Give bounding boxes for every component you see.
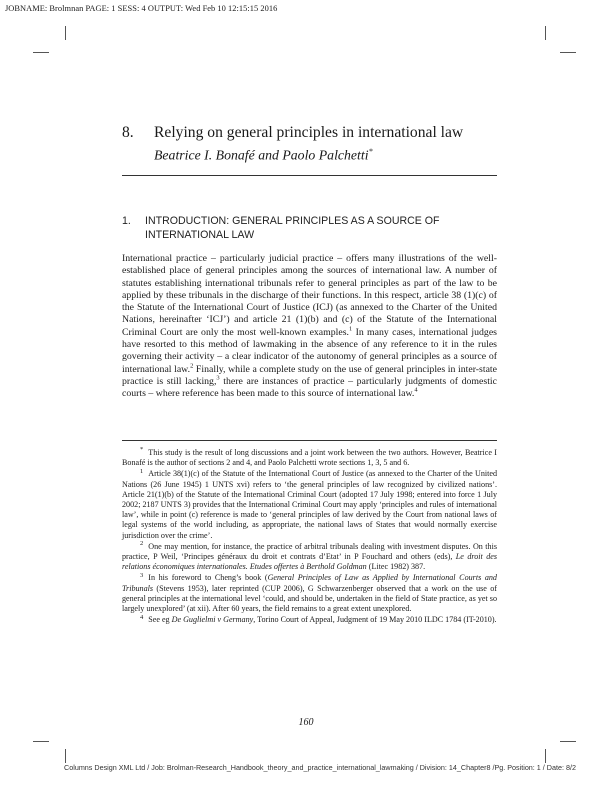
- footnote-ref-2[interactable]: 2: [190, 362, 194, 370]
- chapter-authors: [154, 147, 514, 164]
- body-sentence-4: there are instances of practice – particularly judgments of domestic courts – where reference has been made to this source of international law.: [122, 375, 497, 400]
- author-note-mark: *: [368, 147, 373, 156]
- page-number: 160: [298, 717, 314, 728]
- footnote-rule: [122, 440, 497, 441]
- crop-mark-bottom-left: [65, 749, 66, 763]
- crop-mark-bottom-right-h: [560, 741, 576, 742]
- footnote-ref-3[interactable]: 3: [216, 374, 220, 382]
- job-footer-text: Columns Design XML Ltd / Job: Brolman-Research_Handbook_theory_and_practice_international_lawmaking / Division: 14_Chapter8 /Pg. Position: 1 / Date: 8/2: [64, 763, 576, 772]
- chapter-title: [122, 124, 542, 142]
- job-footer: [40, 763, 600, 773]
- crop-mark-bottom-right: [545, 749, 546, 763]
- body-sentence-3: Finally, while a complete study on the use of general principles in inter-state practice is still lacking,: [122, 363, 498, 387]
- body-paragraph: [122, 253, 497, 401]
- footnotes: [122, 448, 497, 626]
- section-heading: [122, 214, 502, 242]
- chapter-title-text: Relying on general principles in international law: [154, 124, 464, 141]
- footnote-ref-1[interactable]: 1: [349, 325, 353, 333]
- footnote-star: * This study is the result of long discussions and a joint work between the two authors. However, Beatrice I Bonafé is the author of sections 2 and 4, and Paolo Palchetti wrote sections 1, 3, 5 and 6.: [122, 446, 497, 468]
- job-header: JOBNAME: Brolmnan PAGE: 1 SESS: 4 OUTPUT: Wed Feb 10 12:15:15 2016: [5, 4, 278, 13]
- footnote-3: $^3$ In his foreword to Cheng’s book (General Principles of Law as Applied by International Courts and Tribunals (Stevens 1953), later reprinted (CUP 2006), G Schwarzenberger observed that a work on the use of general principles at the international level ‘could, and should be, undertaken in the field of State practice, as yet so largely unexplored’ (at xii). After 60 years, the field remains to a great extent unexplored.: [122, 571, 497, 614]
- crop-mark-top-right: [545, 26, 546, 40]
- crop-mark-top-right-h: [560, 52, 576, 53]
- crop-mark-top-left-h: [33, 52, 49, 53]
- footnote-2: $^2$ One may mention, for instance, the practice of arbitral tribunals dealing with investment disputes. On this practice, P Weil, ‘Principes généraux du droit et contrats d’Etat’ in P Fouchard and others (eds), Le droit des relations économiques internationales. Etudes offertes à Berthold Goldman (Litec 1982) 387.: [122, 540, 498, 572]
- chapter-number: 8.: [122, 124, 134, 141]
- footnote-1: $^1$ Article 38(1)(c) of the Statute of the International Court of Justice (as annexed to the Charter of the United Nations (26 June 1945) 1 UNTS xvi) refers to ‘the general principles of law recognized by civilized nations’. Article 21(1)(b) of the Statute of the International Criminal Court (adopted 17 July 1998; entered into force 1 July 2002; 2187 UNTS 3) provides that the International Criminal Court may apply ‘principles and rules of international law’, while in point (c) reference is made to ‘general principles of law derived by the Court from national laws of legal systems of the world including, as appropriate, the national laws of States that would normally exercise jurisdiction over the crime’.: [122, 467, 497, 540]
- footnote-4: $^4$ See eg De Guglielmi v Germany, Torino Court of Appeal, Judgment of 19 May 2010 ILDC 1784 (IT-2010).: [140, 613, 497, 625]
- crop-mark-top-left: [65, 26, 66, 40]
- authors-text: Beatrice I. Bonafé and Paolo Palchetti: [154, 147, 369, 163]
- body-sentence-1: International practice – particularly judicial practice – offers many illustrations of the well-established place of general principles among the sources of international law. A number of statutes establishing international tribunals refer to general principles as part of the law to be applied by these tribunals in the discharge of their functions. In this respect, article 38 (1)(c) of the Statute of the International Court of Justice (ICJ) (as annexed to the Charter of the United Nations, hereinafter ‘ICJ’) and article 21 (1)(b) and (c) of the Statute of the International Criminal Court are only the most well-known examples.: [122, 253, 497, 338]
- title-rule: [122, 175, 497, 176]
- body-sentence-2: In many cases, international judges have resorted to this method of lawmaking in the absence of any reference to it in the rules governing their activity – a clear indicator of the autonomy of general principles as a source of international law.: [122, 326, 497, 375]
- footnote-ref-4[interactable]: 4: [414, 387, 418, 394]
- section-number: 1.: [122, 215, 131, 227]
- section-heading-text: INTRODUCTION: GENERAL PRINCIPLES AS A SOURCE OF INTERNATIONAL LAW: [145, 215, 440, 241]
- crop-mark-bottom-left-h: [33, 741, 49, 742]
